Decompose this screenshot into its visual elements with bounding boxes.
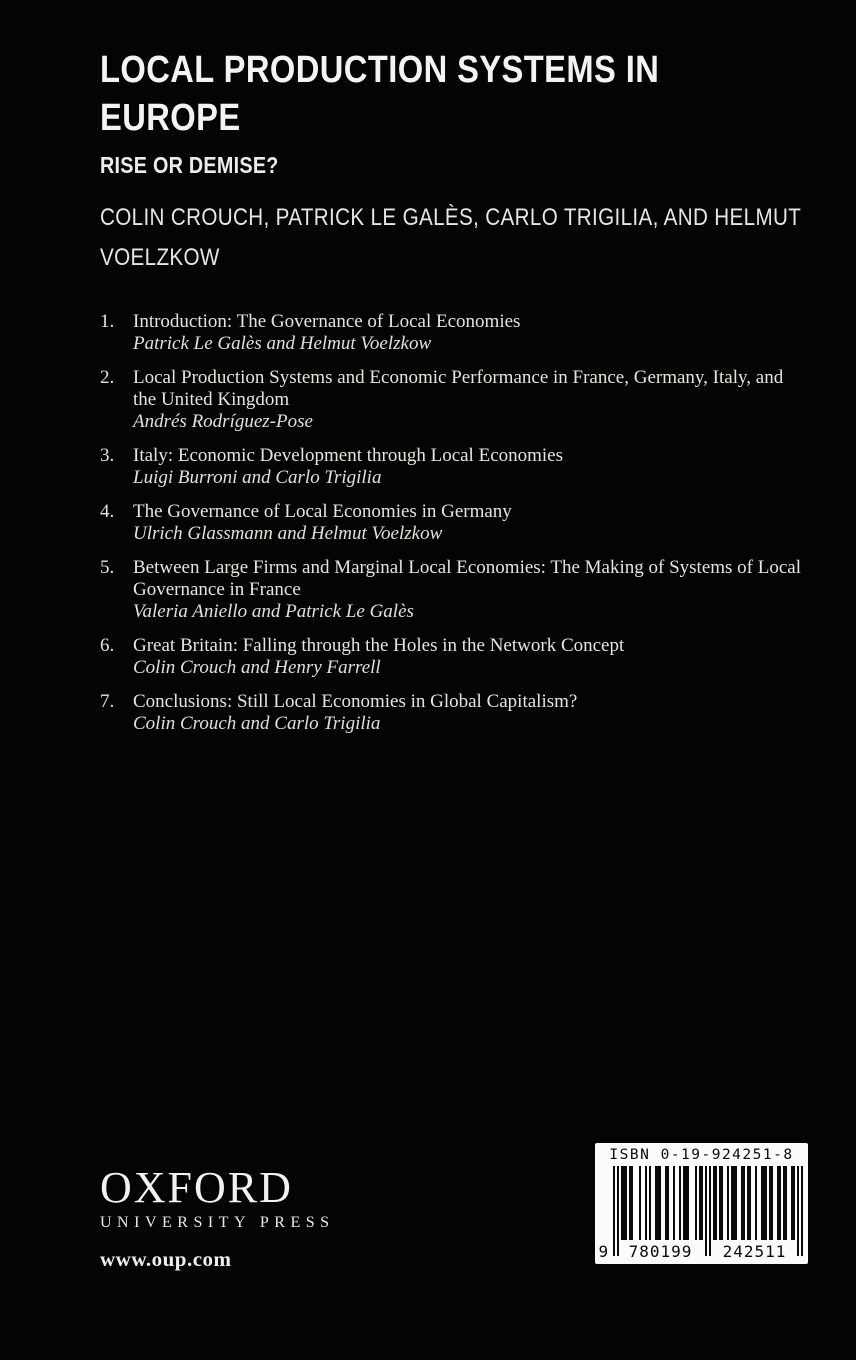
chapter-body (133, 557, 806, 623)
book-subtitle: RISE OR DEMISE? (100, 152, 279, 178)
publisher-logo: OXFORD (100, 1163, 293, 1212)
book-authors-line: COLIN CROUCH, PATRICK LE GALÈS, CARLO TRIGILIA, AND HELMUT (100, 204, 802, 231)
chapter-body (133, 311, 520, 355)
chapter-body (133, 635, 624, 679)
book-authors (100, 198, 840, 278)
chapter-authors: Valeria Aniello and Patrick Le Galès (133, 601, 414, 622)
chapter-number: 3. (100, 445, 115, 466)
chapter-title: Between Large Firms and Marginal Local Economies: The Making of Systems of Local Governance in France (133, 557, 802, 600)
book-title (100, 46, 840, 142)
publisher-imprint: UNIVERSITY PRESS (100, 1214, 335, 1231)
publisher-website: www.oup.com (100, 1247, 232, 1271)
chapter-authors: Colin Crouch and Carlo Trigilia (133, 713, 381, 734)
chapter-body (133, 367, 806, 433)
barcode-bars-area (599, 1166, 805, 1261)
toc-chapter (100, 635, 806, 679)
chapter-authors: Colin Crouch and Henry Farrell (133, 657, 381, 678)
chapter-number: 2. (100, 367, 115, 388)
title-block (100, 46, 840, 278)
chapter-number: 5. (100, 557, 115, 578)
book-authors-line: VOELZKOW (100, 244, 220, 271)
isbn-barcode (595, 1143, 808, 1264)
isbn-label: ISBN 0-19-924251-8 (609, 1147, 794, 1163)
publisher-block (100, 1163, 335, 1271)
ean-digit-group2: 242511 (722, 1242, 787, 1261)
table-of-contents (100, 311, 806, 747)
toc-chapter (100, 501, 806, 545)
chapter-body (133, 445, 563, 489)
toc-chapter (100, 557, 806, 623)
book-title-line: EUROPE (100, 97, 241, 139)
chapter-authors: Patrick Le Galès and Helmut Voelzkow (133, 333, 432, 354)
chapter-authors: Andrés Rodríguez-Pose (133, 411, 313, 432)
chapter-title: Introduction: The Governance of Local Economies (133, 311, 521, 332)
chapter-authors: Ulrich Glassmann and Helmut Voelzkow (133, 523, 443, 544)
book-title-line: LOCAL PRODUCTION SYSTEMS IN (100, 49, 660, 91)
chapter-number: 7. (100, 691, 115, 712)
chapter-body (133, 501, 512, 545)
chapter-number: 6. (100, 635, 115, 656)
toc-chapter (100, 311, 806, 355)
ean-digit-first: 9 (598, 1242, 609, 1261)
chapter-title: Great Britain: Falling through the Holes in the Network Concept (133, 635, 625, 656)
chapter-body (133, 691, 577, 735)
toc-chapter (100, 691, 806, 735)
toc-chapter (100, 445, 806, 489)
chapter-authors: Luigi Burroni and Carlo Trigilia (133, 467, 382, 488)
chapter-title: Conclusions: Still Local Economies in Global Capitalism? (133, 691, 578, 712)
chapter-number: 4. (100, 501, 115, 522)
chapter-number: 1. (100, 311, 115, 332)
toc-chapter (100, 367, 806, 433)
ean-digit-group1: 780199 (628, 1242, 693, 1261)
chapter-title: The Governance of Local Economies in Germany (133, 501, 512, 522)
chapter-title: Italy: Economic Development through Local Economies (133, 445, 564, 466)
chapter-title: Local Production Systems and Economic Performance in France, Germany, Italy, and the United Kingdom (133, 367, 784, 410)
